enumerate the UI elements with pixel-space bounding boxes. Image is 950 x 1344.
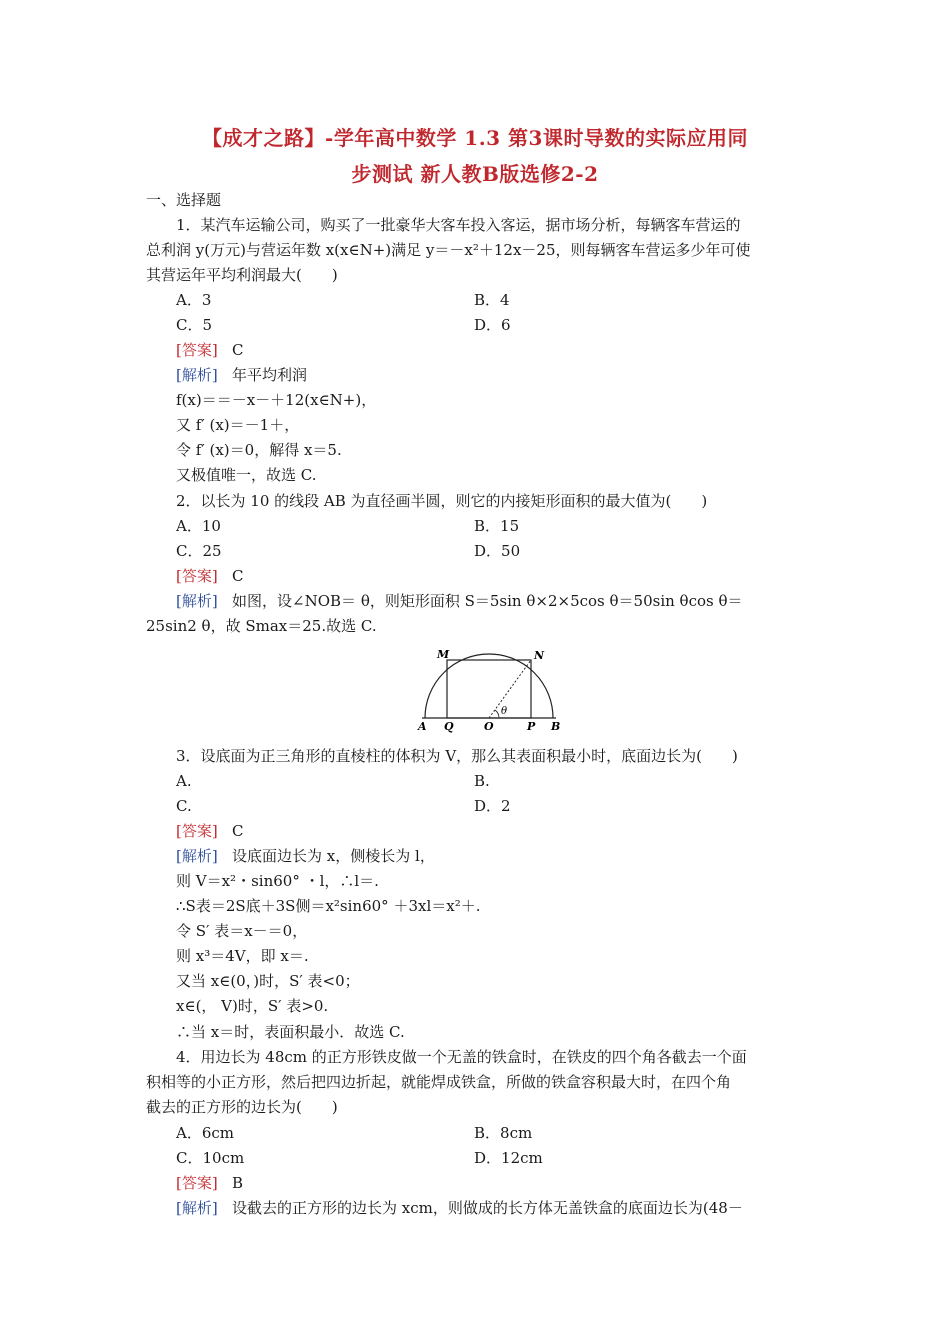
- label-m: M: [437, 648, 450, 661]
- q1-option-d: D．6: [474, 316, 511, 334]
- q1-option-c: C．5: [176, 316, 213, 334]
- q3-analysis-line1: 设底面边长为 x，侧棱长为 l，: [232, 847, 435, 865]
- q4-analysis-row: [176, 1198, 743, 1218]
- q4-option-a: A．6cm: [176, 1124, 235, 1142]
- q3-answer-row: [176, 821, 244, 841]
- q4-stem-line1: 4．用边长为 48cm 的正方形铁皮做一个无盖的铁盒时，在铁皮的四个角各截去一个面: [176, 1048, 747, 1066]
- doc-title-line1: 【成才之路】-学年高中数学 1.3 第3课时导数的实际应用同: [202, 126, 748, 150]
- q1-analysis-line3: 又 f′ (x)＝－1＋，: [176, 416, 300, 434]
- q1-option-a: A．3: [176, 291, 212, 309]
- q1-analysis-line4: 令 f′ (x)＝0，解得 x＝5.: [176, 441, 342, 459]
- q1-option-b: B．4: [474, 291, 510, 309]
- analysis-label: [解析]: [176, 366, 218, 384]
- analysis-label: [解析]: [176, 1199, 218, 1217]
- q3-analysis-line7: x∈(， V)时，S′ 表>0.: [176, 997, 329, 1015]
- q1-answer: C: [232, 341, 244, 359]
- label-n: N: [534, 649, 545, 662]
- q3-option-a: A.: [176, 772, 192, 790]
- q4-answer: B: [232, 1174, 244, 1192]
- label-b: B: [551, 720, 561, 733]
- q4-option-d: D．12cm: [474, 1149, 543, 1167]
- label-p: P: [527, 720, 536, 733]
- q3-option-c: C.: [176, 797, 192, 815]
- q3-analysis-line6: 又当 x∈(0，)时，S′ 表<0；: [176, 972, 360, 990]
- q1-stem-line1: 1．某汽车运输公司，购买了一批豪华大客车投入客运，据市场分析，每辆客车营运的: [176, 216, 741, 234]
- label-q: Q: [444, 720, 454, 733]
- q4-analysis-line1: 设截去的正方形的边长为 xcm，则做成的长方体无盖铁盒的底面边长为(48－: [232, 1199, 743, 1217]
- section-heading: 一、选择题: [146, 191, 222, 209]
- q2-option-d: D．50: [474, 542, 521, 560]
- q3-analysis-line4: 令 S′ 表＝x－＝0，: [176, 922, 308, 940]
- q3-analysis-row: [176, 846, 435, 866]
- answer-label: [答案]: [176, 567, 218, 585]
- q1-analysis-row: [176, 365, 307, 385]
- q1-analysis-line5: 又极值唯一，故选 C.: [176, 466, 317, 484]
- q1-stem-line3: 其营运年平均利润最大( ): [146, 266, 338, 284]
- q2-option-b: B．15: [474, 517, 520, 535]
- radius-on: [489, 660, 531, 718]
- q3-analysis-line2: 则 V＝x²・sin60° ・l，∴l＝.: [176, 872, 379, 890]
- answer-label: [答案]: [176, 1174, 218, 1192]
- analysis-label: [解析]: [176, 592, 218, 610]
- semicircle-figure: [410, 648, 570, 736]
- q2-answer: C: [232, 567, 244, 585]
- q3-option-b: B.: [474, 772, 490, 790]
- q4-stem-line3: 截去的正方形的边长为( ): [146, 1098, 338, 1116]
- theta-arc: [495, 710, 499, 718]
- doc-title-line2: 步测试 新人教B版选修2-2: [351, 162, 599, 186]
- q1-answer-row: [176, 340, 244, 360]
- q1-analysis-line2: f(x)＝＝－x－＋12(x∈N+)，: [176, 391, 377, 409]
- q2-analysis-line1: 如图，设∠NOB＝ θ，则矩形面积 S＝5sin θ×2×5cos θ＝50sin θcos θ＝: [232, 592, 743, 610]
- semicircle-arc: [425, 654, 553, 718]
- q2-option-a: A．10: [176, 517, 221, 535]
- q4-answer-row: [176, 1173, 243, 1193]
- answer-label: [答案]: [176, 341, 218, 359]
- q1-analysis-line1: 年平均利润: [232, 366, 308, 384]
- q2-stem: 2．以长为 10 的线段 AB 为直径画半圆，则它的内接矩形面积的最大值为( ): [176, 492, 708, 510]
- q4-option-b: B．8cm: [474, 1124, 533, 1142]
- q3-answer: C: [232, 822, 244, 840]
- q3-analysis-line3: ∴S表＝2S底＋3S侧＝x²sin60° ＋3xl＝x²＋.: [176, 897, 481, 915]
- analysis-label: [解析]: [176, 847, 218, 865]
- q3-option-d: D．2: [474, 797, 511, 815]
- q2-analysis-row: [176, 591, 743, 611]
- label-theta: θ: [501, 706, 508, 717]
- label-o: O: [484, 720, 494, 733]
- q2-analysis-line2: 25sin2 θ，故 Smax＝25.故选 C.: [146, 617, 377, 635]
- q2-answer-row: [176, 566, 244, 586]
- q4-stem-line2: 积相等的小正方形，然后把四边折起，就能焊成铁盒，所做的铁盒容积最大时，在四个角: [146, 1073, 732, 1091]
- q3-analysis-line5: 则 x³＝4V，即 x＝.: [176, 947, 309, 965]
- label-a: A: [418, 720, 427, 733]
- inscribed-rectangle: [447, 660, 531, 718]
- answer-label: [答案]: [176, 822, 218, 840]
- q2-option-c: C．25: [176, 542, 222, 560]
- q3-stem: 3．设底面为正三角形的直棱柱的体积为 V，那么其表面积最小时，底面边长为( ): [176, 747, 738, 765]
- q3-analysis-line8: ∴当 x＝时，表面积最小．故选 C.: [176, 1023, 405, 1041]
- q4-option-c: C．10cm: [176, 1149, 245, 1167]
- q1-stem-line2: 总利润 y(万元)与营运年数 x(x∈N+)满足 y＝－x²＋12x－25，则每辆客车营运多少年可使: [146, 241, 751, 259]
